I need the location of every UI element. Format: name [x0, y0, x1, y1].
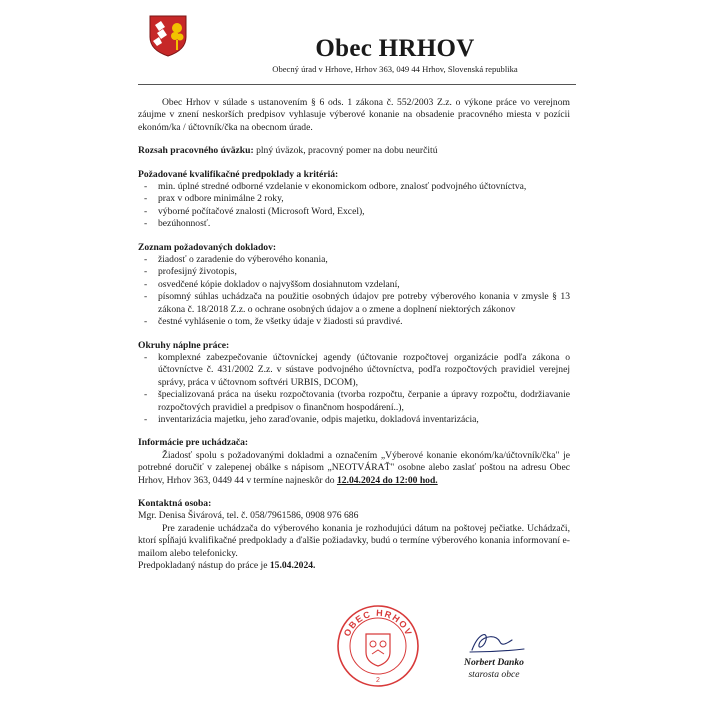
signer-block	[454, 657, 534, 681]
list-item: - písomný súhlas uchádzača na použitie osobných údajov pre potreby výberového konania v zmysle § 13 zákona č. 18/2018 Z.z. o ochrane osobných údajov a o zmene a doplnení niektorých zákonov	[138, 291, 570, 316]
list-item: - profesijný životopis,	[138, 266, 570, 278]
signer-name: Norbert Danko	[464, 657, 524, 668]
okruhy-list	[138, 352, 570, 426]
municipality-title: Obec HRHOV	[315, 35, 475, 62]
kvalifikacia-section	[138, 169, 570, 231]
kvalifikacia-heading: Požadované kvalifikačné predpoklady a kritériá:	[138, 168, 339, 180]
list-item: - osvedčené kópie dokladov o najvyššom dosiahnutom vzdelaní,	[138, 279, 570, 291]
list-item: - bezúhonnosť.	[138, 218, 570, 230]
okruhy-heading: Okruhy náplne práce:	[138, 339, 230, 351]
rozsah-value: plný úväzok, pracovný pomer na dobu neurčitú	[253, 145, 438, 157]
list-item: - čestné vyhlásenie o tom, že všetky údaje v žiadosti sú pravdivé.	[138, 316, 570, 328]
nastup-label: Predpokladaný nástup do práce je	[138, 560, 270, 571]
rozsah-label: Rozsah pracovného úväzku:	[138, 145, 254, 157]
handwritten-signature-icon	[466, 628, 526, 656]
kontakt-person: Mgr. Denisa Šivárová, tel. č. 058/7961586, 0908 976 686	[138, 510, 359, 522]
list-item: - žiadosť o zaradenie do výberového konania,	[138, 254, 570, 266]
svg-text:OBEC HRHOV	[342, 608, 414, 638]
municipal-crest-icon	[147, 13, 189, 57]
signer-role: starosta obce	[468, 669, 520, 680]
okruhy-section	[138, 340, 570, 427]
nastup-line	[138, 560, 570, 572]
informacie-paragraph	[138, 450, 570, 487]
nastup-date: 15.04.2024.	[269, 560, 316, 571]
doklady-list	[138, 254, 570, 328]
deadline: 12.04.2024 do 12:00 hod.	[336, 474, 438, 486]
intro-paragraph: Obec Hrhov v súlade s ustanovením § 6 ods. 1 zákona č. 552/2003 Z.z. o výkone práce vo verejnom záujme v znení neskorších predpisov vyhlasuje výberové konanie na obsadenie pracovného miesta v pozícii ekonóm/ka / účtovník/čka na obecnom úrade.	[138, 97, 570, 133]
informacie-section	[138, 437, 570, 487]
informacie-heading: Informácie pre uchádzača:	[138, 437, 249, 449]
list-item: - prax v odbore minimálne 2 roky,	[138, 193, 570, 205]
kvalifikacia-list	[138, 181, 570, 231]
rozsah-line	[138, 145, 570, 157]
stamp-number: 2	[376, 677, 380, 684]
list-item: - výborné počítačové znalosti (Microsoft Word, Excel),	[138, 206, 570, 218]
list-item: - špecializovaná práca na úseku rozpočtovania (tvorba rozpočtu, čerpanie a úpravy rozpočtu, dodržiavanie rozpočtových pravidiel a predpisov o finančnom hospodárení..),	[138, 389, 570, 414]
doklady-section	[138, 242, 570, 329]
list-item: - min. úplné stredné odborné vzdelanie v ekonomickom odbore, znalosť podvojného účtovníctva,	[138, 181, 570, 193]
list-item: - komplexné zabezpečovanie účtovníckej agendy (účtovanie rozpočtovej organizácie podľa zákona o účtovníctve č. 431/2002 Z.z. v sústave podvojného účtovníctva, podľa rozpočtových pravidiel verejnej správy, práca v účtovnom softvéri URBIS, DCOM),	[138, 352, 570, 389]
informacie-text: Žiadosť spolu s požadovanými dokladmi a označením „Výberové konanie ekonóm/ka/účtovník/čka" je potrebné doručiť v zalepenej obálke s nápisom „NEOTVÁRAŤ" osobne alebo zaslať poštou na adresu Obec Hrhov, Hrhov 363, 0449 44 v termíne najneskôr do	[138, 449, 570, 486]
doklady-heading: Zoznam požadovaných dokladov:	[138, 241, 277, 253]
stamp-text: OBEC HRHOV	[341, 607, 415, 638]
list-item: - inventarizácia majetku, jeho zaraďovanie, odpis majetku, dokladová inventarizácia,	[138, 414, 570, 426]
header-divider	[138, 84, 576, 85]
official-stamp-icon	[336, 602, 420, 692]
letter-body	[138, 97, 570, 572]
final-paragraph: Pre zaradenie uchádzača do výberového konania je rozhodujúci dátum na poštovej pečiatke. Uchádzači, ktorí spĺňajú kvalifikačné predpoklady a ďalšie požiadavky, budú o termíne výberového konania informovaní e-mailom alebo telefonicky.	[138, 522, 570, 559]
office-address: Obecný úrad v Hrhove, Hrhov 363, 049 44 Hrhov, Slovenská republika	[272, 64, 518, 74]
kontakt-heading: Kontaktná osoba:	[138, 497, 212, 509]
